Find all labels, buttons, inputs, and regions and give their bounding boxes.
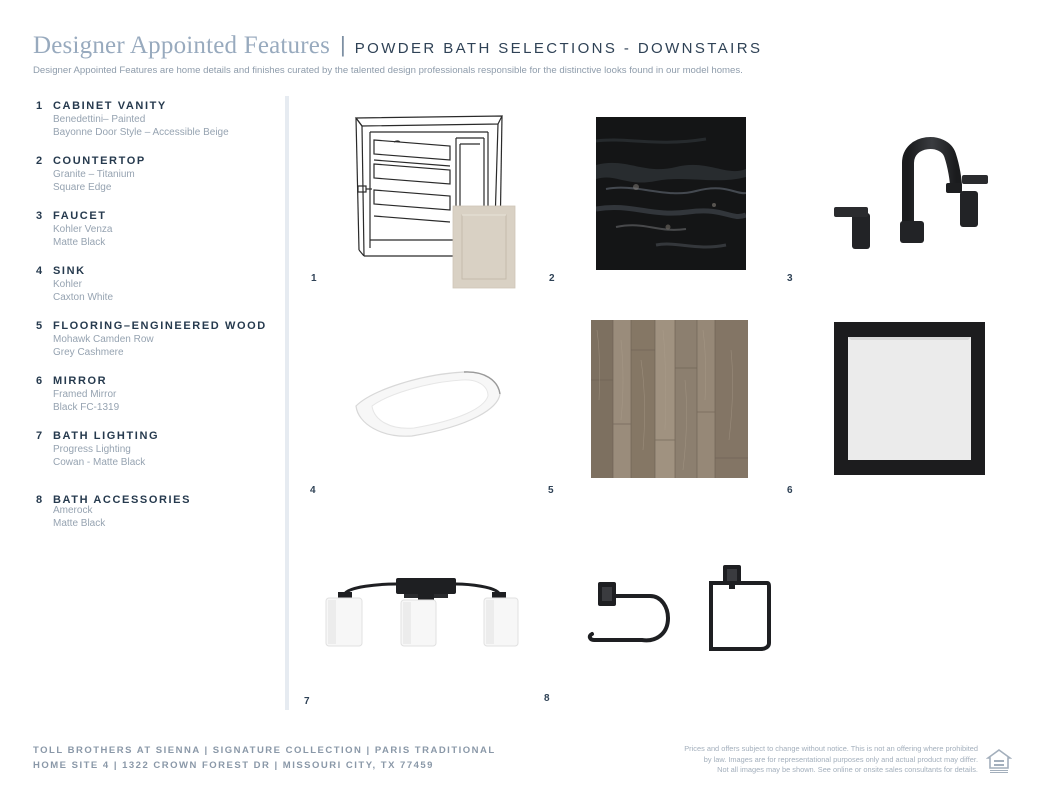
vanity-light-icon (324, 576, 520, 648)
disclaimer (648, 744, 978, 776)
disclaimer-line: Not all images may be shown. See online or onsite sales consultants for details. (717, 765, 978, 774)
selection-number: 8 (36, 494, 44, 506)
selection-title: FAUCET (53, 210, 107, 222)
community-info (33, 744, 496, 773)
disclaimer-line: by law. Images are for representational purposes only and actual product may differ. (703, 754, 978, 764)
selection-number: 5 (36, 320, 44, 332)
faucet-image (832, 133, 988, 257)
vanity-image (352, 112, 517, 290)
equal-housing-icon (986, 748, 1012, 774)
selection-number: 3 (36, 210, 44, 222)
homesite-line: HOME SITE 4 | 1322 CROWN FOREST DR | MISSOURI CITY, TX 77459 (33, 759, 434, 771)
disclaimer-line: Prices and offers subject to change without notice. This is not an offering where prohibited (684, 744, 978, 753)
photo-label: 2 (549, 273, 555, 284)
towel-ring-image (586, 578, 670, 648)
selection-item-sink (36, 265, 281, 304)
selection-detail: Black FC-1319 (53, 401, 120, 413)
selection-item-flooring (36, 320, 281, 359)
selection-detail: Benedettini– Painted (53, 114, 146, 125)
photo-label: 6 (787, 485, 793, 496)
page-subtitle: POWDER BATH SELECTIONS - DOWNSTAIRS (354, 40, 763, 57)
selection-title: SINK (53, 265, 86, 277)
community-line: TOLL BROTHERS AT SIENNA | SIGNATURE COLLECTION | PARIS TRADITIONAL (33, 745, 496, 756)
selection-number: 4 (36, 265, 44, 277)
intro-text: Designer Appointed Features are home details and finishes curated by the talented design professionals responsible for the distinctive looks found in our model homes. (33, 65, 743, 76)
selection-detail: Matte Black (53, 236, 106, 248)
selection-item-countertop (36, 155, 281, 194)
selection-number: 6 (36, 375, 44, 387)
sink-icon (352, 368, 502, 440)
equal-housing-logo (986, 748, 1012, 774)
title-row (33, 32, 1013, 60)
page-title: Designer Appointed Features (33, 32, 331, 59)
selection-detail: Kohler Venza (53, 224, 113, 235)
selection-title: BATH LIGHTING (53, 430, 160, 442)
title-separator: | (340, 32, 346, 57)
framed-mirror-icon (834, 322, 985, 475)
column-divider (285, 96, 289, 710)
bath-light-image (324, 576, 520, 648)
selection-number: 1 (36, 100, 44, 112)
selection-detail: Cowan - Matte Black (53, 456, 146, 468)
page-header (33, 32, 1013, 76)
selection-detail: Square Edge (53, 181, 112, 193)
selection-detail: Matte Black (53, 517, 106, 529)
faucet-icon (832, 133, 988, 257)
wood-floor-swatch-icon (591, 320, 748, 478)
selection-title: MIRROR (53, 375, 108, 387)
photo-label: 5 (548, 485, 554, 496)
photo-label: 3 (787, 273, 793, 284)
selection-number: 7 (36, 430, 44, 442)
selection-detail: Granite – Titanium (53, 169, 135, 180)
wood-floor-image (591, 320, 748, 478)
selection-detail: Kohler (53, 279, 82, 290)
sink-image (352, 368, 502, 440)
selection-item-faucet (36, 210, 281, 249)
photo-label: 1 (311, 273, 317, 284)
selection-detail: Progress Lighting (53, 444, 131, 455)
towel-ring-icon (586, 578, 670, 648)
selection-detail: Bayonne Door Style – Accessible Beige (53, 126, 229, 138)
selection-title: FLOORING–ENGINEERED WOOD (53, 320, 267, 332)
granite-swatch-icon (596, 117, 746, 270)
mirror-image (834, 322, 985, 475)
selection-title: COUNTERTOP (53, 155, 146, 167)
selection-item-bath-lighting (36, 430, 281, 469)
selection-title: BATH ACCESSORIES (53, 494, 192, 506)
selection-detail: Amerock (53, 505, 93, 516)
selection-detail: Caxton White (53, 291, 114, 303)
granite-image (596, 117, 746, 270)
photo-label: 8 (544, 693, 550, 704)
towel-holder-image (707, 563, 773, 653)
selection-title: CABINET VANITY (53, 100, 167, 112)
selection-number: 2 (36, 155, 44, 167)
vanity-cabinet-icon (352, 112, 517, 290)
selection-item-cabinet-vanity (36, 100, 281, 139)
photo-label: 7 (304, 696, 310, 707)
photo-label: 4 (310, 485, 316, 496)
selection-item-bath-accessories (36, 494, 281, 530)
selection-detail: Framed Mirror (53, 389, 117, 400)
selection-detail: Mohawk Camden Row (53, 334, 154, 345)
towel-holder-icon (707, 563, 773, 653)
selection-detail: Grey Cashmere (53, 346, 124, 358)
selection-item-mirror (36, 375, 281, 414)
